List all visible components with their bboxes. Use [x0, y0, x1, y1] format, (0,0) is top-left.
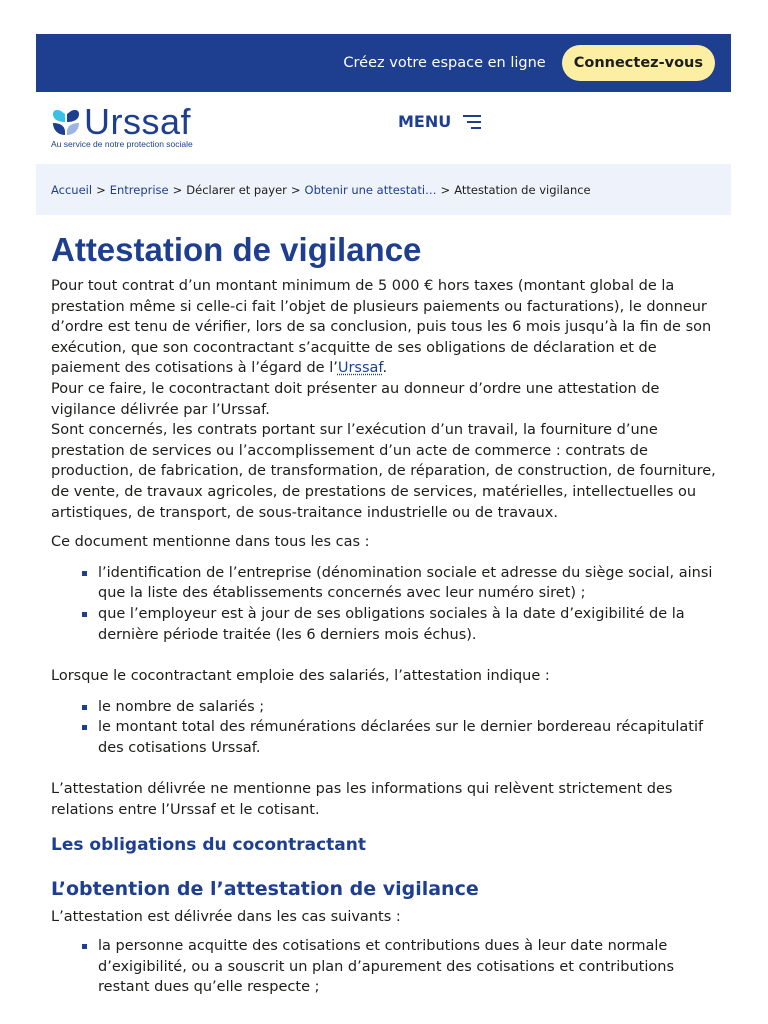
menu-label: MENU	[398, 112, 452, 131]
logo-tagline: Au service de notre protection sociale	[51, 139, 193, 149]
intro-paragraph	[51, 276, 721, 379]
delivered-list	[51, 936, 721, 998]
menu-button[interactable]	[398, 112, 481, 131]
intro-end: .	[382, 360, 388, 377]
not-mentioned-paragraph: L’attestation délivrée ne mentionne pas les informations qui relèvent strictement des relations entre l’Urssaf et le cotisant.	[51, 781, 673, 819]
breadcrumb-accueil[interactable]: Accueil	[51, 182, 93, 197]
delivered-intro: L’attestation est délivrée dans les cas suivants :	[51, 908, 401, 925]
list-item: que l’employeur est à jour de ses obligations sociales à la date d’exigibilité de la dernière période traitée (les 6 derniers mois échus).	[51, 604, 721, 645]
breadcrumb	[36, 164, 731, 215]
create-space-link[interactable]: Créez votre espace en ligne	[343, 55, 546, 71]
intro-paragraph-3: Sont concernés, les contrats portant sur l’exécution d’un travail, la fourniture d’une prestation de services ou l’accomplissement d’un acte de commerce : contrats de production, de fabrication, de transformation, de réparation, de construction, de fourniture, de vente, de travaux agricoles, de prestations de services, matérielles, intellectuelles ou artistiques, de transport, de sous-traitance industrielle ou de travaux.	[51, 422, 716, 521]
doc-mentions-intro: Ce document mentionne dans tous les cas :	[51, 534, 370, 551]
list-item: le nombre de salariés ;	[51, 697, 721, 718]
list-item: la personne acquitte des cotisations et contributions dues à leur date normale d’exigibilité, ou a souscrit un plan d’apurement des cotisations et contributions restant dues qu’elle respecte ;	[51, 936, 721, 998]
section-heading-obligations: Les obligations du cocontractant	[51, 834, 367, 855]
main-content	[51, 228, 721, 998]
breadcrumb-entreprise[interactable]: Entreprise	[109, 182, 169, 197]
breadcrumb-obtenir-attestation[interactable]: Obtenir une attestati…	[304, 182, 437, 197]
breadcrumb-separator: >	[172, 182, 183, 197]
breadcrumb-separator: >	[440, 182, 451, 197]
site-header	[36, 92, 731, 164]
page-title: Attestation de vigilance	[51, 231, 422, 268]
breadcrumb-current: Attestation de vigilance	[454, 182, 591, 197]
list-item: l’identification de l’entreprise (dénomination sociale et adresse du siège social, ainsi que la liste des établissements concernés avec leur numéro siret) ;	[51, 563, 721, 604]
breadcrumb-separator: >	[290, 182, 301, 197]
intro-paragraph-2: Pour ce faire, le cocontractant doit présenter au donneur d’ordre une attestation de vigilance délivrée par l’Urssaf.	[51, 380, 660, 418]
employees-list	[51, 697, 721, 759]
logo-wordmark: Urssaf	[84, 101, 192, 142]
urssaf-link[interactable]: Urssaf	[337, 360, 383, 377]
list-item: le montant total des rémunérations déclarées sur le dernier bordereau récapitulatif des cotisations Urssaf.	[51, 717, 721, 758]
hamburger-icon	[463, 115, 481, 129]
connect-button[interactable]: Connectez-vous	[562, 45, 715, 81]
top-bar	[36, 34, 731, 92]
intro-text: Pour tout contrat d’un montant minimum de 5 000 € hors taxes (montant global de la prestation même si celle-ci fait l’objet de plusieurs paiements ou facturations), le donneur d’ordre est tenu de vérifier, lors de sa conclusion, puis tous les 6 mois jusqu’à la fin de son exécution, que son cocontractant s’acquitte de ses obligations de déclaration et de paiement des cotisations à l’égard de l’	[51, 278, 712, 377]
breadcrumb-separator: >	[96, 182, 106, 197]
section-heading-obtention: L’obtention de l’attestation de vigilance	[51, 877, 479, 900]
urssaf-logo-icon	[51, 108, 81, 136]
doc-mentions-list	[51, 563, 721, 645]
breadcrumb-declarer-payer: Déclarer et payer	[186, 182, 287, 197]
employees-intro: Lorsque le cocontractant emploie des salariés, l’attestation indique :	[51, 668, 550, 685]
